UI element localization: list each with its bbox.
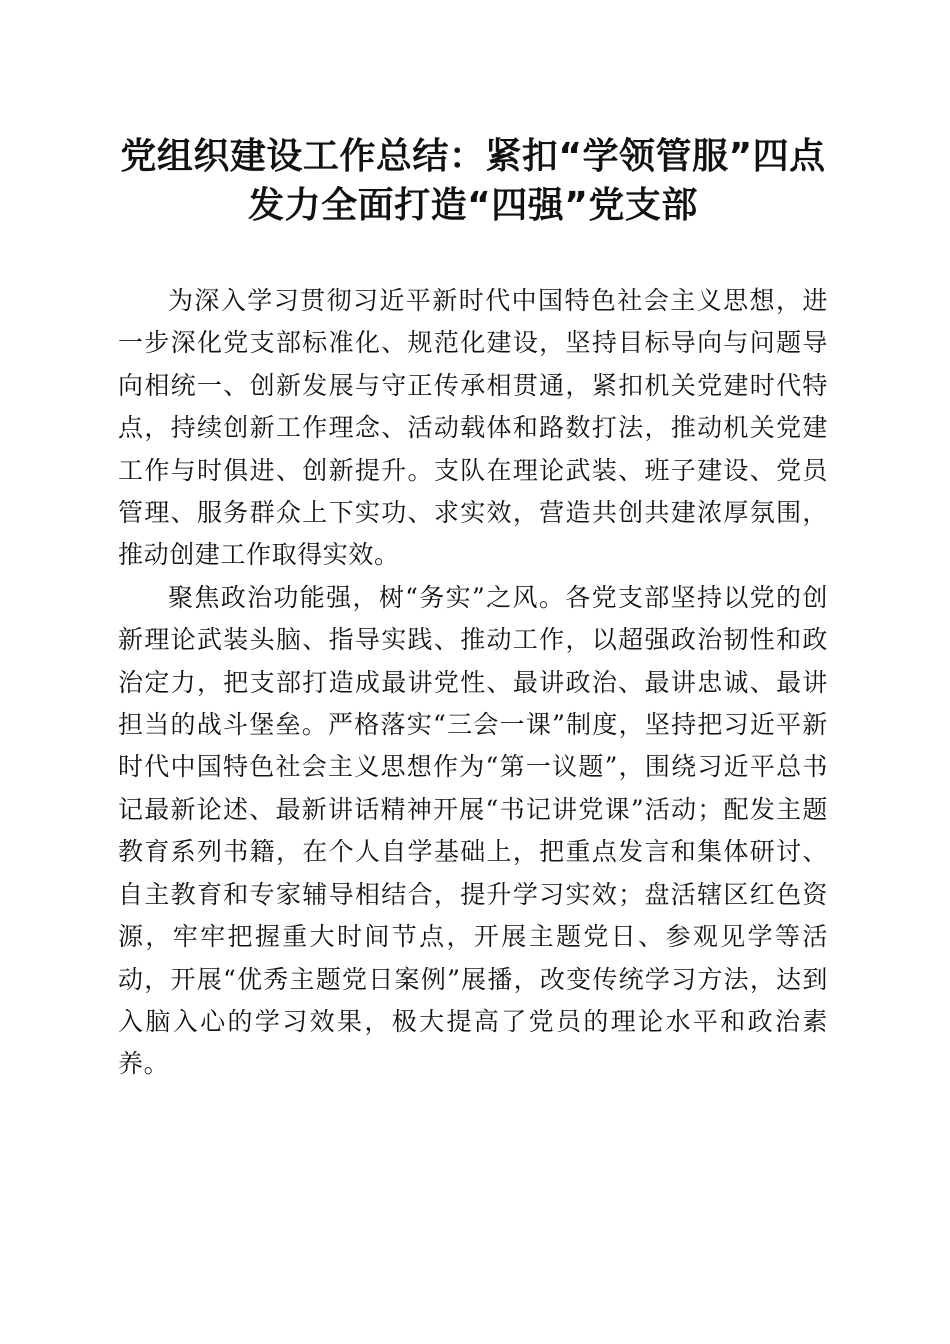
document-page [118,132,828,1086]
document-title [118,132,828,230]
title-line-2: 发力全面打造“四强”党支部 [248,185,698,226]
title-line-1: 党组织建设工作总结：紧扣“学领管服”四点 [120,136,826,177]
document-body [118,280,828,1086]
paragraph-intro: 为深入学习贯彻习近平新时代中国特色社会主义思想，进一步深化党支部标准化、规范化建设，坚持目标导向与问题导向相统一、创新发展与守正传承相贯通，紧扣机关党建时代特点，持续创新工作理念、活动载体和路数打法，推动机关党建工作与时俱进、创新提升。支队在理论武装、班子建设、党员管理、服务群众上下实功、求实效，营造共创共建浓厚氛围，推动创建工作取得实效。 [118,286,828,570]
paragraph-political-function: 聚焦政治功能强，树“务实”之风。各党支部坚持以党的创新理论武装头脑、指导实践、推动工作，以超强政治韧性和政治定力，把支部打造成最讲党性、最讲政治、最讲忠诚、最讲担当的战斗堡垒。严格落实“三会一课”制度，坚持把习近平新时代中国特色社会主义思想作为“第一议题”，围绕习近平总书记最新论述、最新讲话精神开展“书记讲党课”活动；配发主题教育系列书籍，在个人自学基础上，把重点发言和集体研讨、自主教育和专家辅导相结合，提升学习实效；盘活辖区红色资源，牢牢把握重大时间节点，开展主题党日、参观见学等活动，开展“优秀主题党日案例”展播，改变传统学习方法，达到入脑入心的学习效果，极大提高了党员的理论水平和政治素养。 [118,582,828,1079]
